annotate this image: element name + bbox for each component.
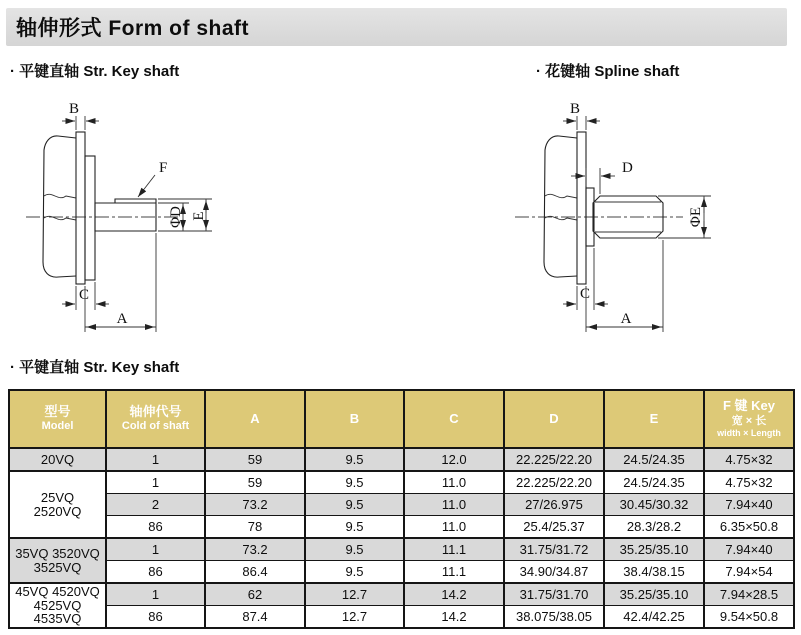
body-break-line-upper [44, 194, 76, 198]
table-cell: 59 [205, 471, 305, 494]
model-cell: 20VQ [9, 448, 106, 471]
table-cell: 22.225/22.20 [504, 471, 604, 494]
table-cell: 30.45/30.32 [604, 494, 704, 516]
table-cell: 9.5 [305, 494, 404, 516]
table-cell: 24.5/24.35 [604, 448, 704, 471]
dim-label-a: A [620, 311, 632, 327]
col-header-1: 轴伸代号 Cold of shaft [106, 390, 205, 448]
table-cell: 12.7 [305, 606, 404, 629]
section-label-str-key-shaft: · 平键直轴 Str. Key shaft [10, 63, 180, 80]
table-cell: 11.1 [404, 561, 504, 584]
table-cell: 7.94×40 [704, 538, 794, 561]
shaft-spec-table-wrap [8, 389, 793, 629]
pump-body [43, 136, 76, 277]
col-header-7: F 键 Key 宽 × 长 width × Length [704, 390, 794, 448]
table-cell: 59 [205, 448, 305, 471]
dim-label-phi-d: ΦD [168, 206, 184, 228]
table-cell: 11.0 [404, 471, 504, 494]
pilot-boss [85, 156, 95, 280]
spline-shaft-diagram [505, 92, 765, 350]
table-cell: 9.5 [305, 516, 404, 539]
col-header-4: C [404, 390, 504, 448]
table-cell: 9.5 [305, 471, 404, 494]
table-cell: 11.0 [404, 494, 504, 516]
dim-label-c: C [579, 286, 591, 302]
model-cell: 45VQ 4520VQ 4525VQ 4535VQ [9, 583, 106, 628]
table-cell: 14.2 [404, 583, 504, 606]
table-cell: 35.25/35.10 [604, 538, 704, 561]
dim-label-c: C [78, 287, 90, 303]
table-cell: 7.94×54 [704, 561, 794, 584]
table-cell: 14.2 [404, 606, 504, 629]
table-section-label: · 平键直轴 Str. Key shaft [10, 359, 180, 376]
dim-label-d: D [622, 160, 633, 176]
table-cell: 1 [106, 583, 205, 606]
table-cell: 86 [106, 606, 205, 629]
col-header-3: B [305, 390, 404, 448]
mounting-flange [577, 132, 586, 284]
dim-label-b: B [569, 101, 581, 117]
table-cell: 9.54×50.8 [704, 606, 794, 629]
table-cell: 38.4/38.15 [604, 561, 704, 584]
table-cell: 1 [106, 538, 205, 561]
table-cell: 12.0 [404, 448, 504, 471]
body-break-line-upper [545, 194, 577, 198]
section-label-spline-shaft: · 花键轴 Spline shaft [536, 63, 680, 80]
table-cell: 4.75×32 [704, 471, 794, 494]
table-cell: 73.2 [205, 538, 305, 561]
dim-label-e: E [191, 211, 207, 221]
table-cell: 12.7 [305, 583, 404, 606]
table-cell: 7.94×28.5 [704, 583, 794, 606]
table-cell: 73.2 [205, 494, 305, 516]
table-cell: 38.075/38.05 [504, 606, 604, 629]
table-cell: 27/26.975 [504, 494, 604, 516]
dim-label-f: F [159, 160, 168, 176]
dim-leader [138, 175, 155, 197]
table-cell: 28.3/28.2 [604, 516, 704, 539]
table-cell: 42.4/42.25 [604, 606, 704, 629]
table-cell: 34.90/34.87 [504, 561, 604, 584]
table-cell: 87.4 [205, 606, 305, 629]
shaft [95, 199, 156, 231]
table-cell: 86 [106, 561, 205, 584]
table-cell: 86.4 [205, 561, 305, 584]
table-cell: 31.75/31.70 [504, 583, 604, 606]
table-cell: 22.225/22.20 [504, 448, 604, 471]
table-cell: 25.4/25.37 [504, 516, 604, 539]
table-cell: 2 [106, 494, 205, 516]
page-title: 轴伸形式 Form of shaft [16, 17, 249, 40]
mounting-flange [76, 132, 85, 284]
table-cell: 1 [106, 471, 205, 494]
page-title-bar [6, 8, 787, 46]
dim-label-b: B [68, 101, 80, 117]
table-cell: 9.5 [305, 538, 404, 561]
table-cell: 9.5 [305, 448, 404, 471]
str-key-shaft-diagram [18, 92, 278, 350]
table-cell: 78 [205, 516, 305, 539]
model-cell: 25VQ 2520VQ [9, 471, 106, 538]
table-cell: 11.0 [404, 516, 504, 539]
col-header-2: A [205, 390, 305, 448]
table-cell: 11.1 [404, 538, 504, 561]
table-cell: 35.25/35.10 [604, 583, 704, 606]
table-cell: 31.75/31.72 [504, 538, 604, 561]
dim-label-phi-e: ΦE [688, 206, 704, 228]
table-cell: 86 [106, 516, 205, 539]
table-cell: 6.35×50.8 [704, 516, 794, 539]
table-cell: 24.5/24.35 [604, 471, 704, 494]
col-header-0: 型号 Model [9, 390, 106, 448]
spec-table [8, 389, 795, 629]
table-cell: 62 [205, 583, 305, 606]
dim-label-a: A [116, 311, 128, 327]
model-cell: 35VQ 3520VQ 3525VQ [9, 538, 106, 583]
col-header-5: D [504, 390, 604, 448]
pump-body [544, 136, 577, 277]
table-cell: 1 [106, 448, 205, 471]
table-cell: 9.5 [305, 561, 404, 584]
table-cell: 4.75×32 [704, 448, 794, 471]
table-cell: 7.94×40 [704, 494, 794, 516]
col-header-6: E [604, 390, 704, 448]
